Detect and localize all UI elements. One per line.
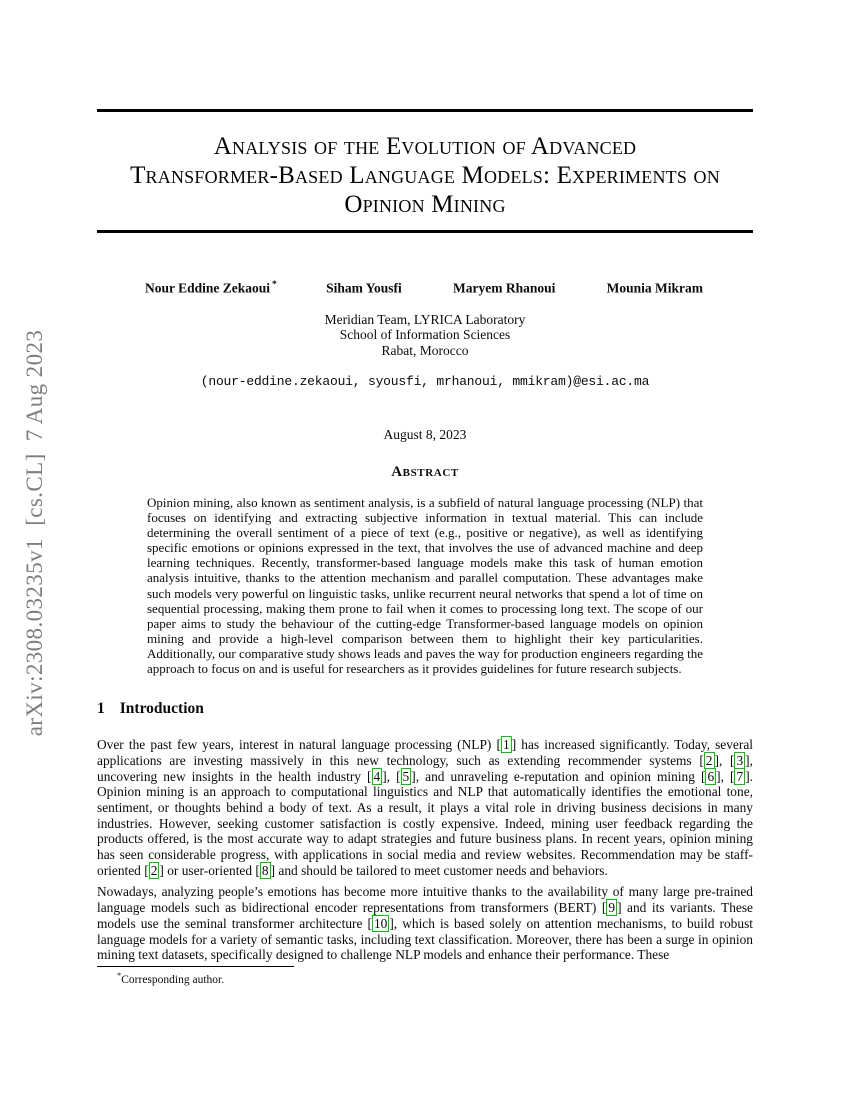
intro-paragraph-1: Over the past few years, interest in natural language processing (NLP) [ 1 ] has increased significantly. Today, several applications are investing massively in this new technology, such as extending recommender systems [ 2 ], [ 3 ], uncovering new insights in the health industry [ 4 ], [ 5 ], and unraveling e-reputation and opinion mining [ 6 ], [ 7 ]. Opinion mining is an approach to computational linguistics and NLP that automatically identifies the emotional tone, sentiment, or thoughts behind a body of text. As a result, it plays a vital role in driving business decisions in many industries. However, seeking customer satisfaction is costly expensive. Indeed, mining user feedback regarding the products offered, is the most accurate way to adapt strategies and future business plans. In recent years, opinion mining has seen considerable progress, with applications in social media and review websites. Recommendation may be staff-oriented [ 2 ] or user-oriented [ 8 ] and should be tailored to meet customer needs and behaviors. <box>97 737 753 878</box>
paper-title <box>97 132 753 219</box>
footnote-text: Corresponding author. <box>121 973 225 986</box>
abstract-text: Opinion mining, also known as sentiment analysis, is a subfield of natural language processing (NLP) that focuses on identifying and extracting subjective information in textual material. This can include determining the overall sentiment of a piece of text (e.g., positive or negative), as well as identifying specific emotions or opinions expressed in the text, that involves the use of advanced machine and deep learning techniques. Recently, transformer-based language models make this task of human emotion analysis intuitive, thanks to the attention mechanism and parallel computation. These advantages make such models very powerful on linguistic tasks, unlike recurrent neural networks that spend a lot of time on sequential processing, making them prone to fail when it comes to processing long text. The scope of our paper aims to study the behaviour of the cutting-edge Transformer-based language models on opinion mining and provide a high-level comparison between them to highlight their key particularities. Additionally, our comparative study shows leads and paves the way for production engineers regarding the approach to focus on and is useful for researchers as it provides guidelines for future research subjects. <box>147 495 703 677</box>
affiliation-city: Rabat, Morocco <box>381 342 469 358</box>
paper-title-line-2: Transformer-Based Language Models: Experiments on <box>130 162 720 189</box>
citation-link[interactable]: 2 <box>150 862 158 878</box>
affiliation-block <box>97 312 753 359</box>
citation-link[interactable]: 1 <box>502 737 510 753</box>
paper-title-line-1: Analysis of the Evolution of Advanced <box>213 133 637 160</box>
citation-link[interactable]: 5 <box>402 768 410 784</box>
email-line: (nour-eddine.zekaoui, syousfi, mrhanoui, mmikram)@esi.ac.ma <box>200 374 650 389</box>
citation-link[interactable]: 10 <box>373 915 388 931</box>
arxiv-watermark: arXiv:2308.03235v1 [cs.CL] 7 Aug 2023 <box>22 329 47 737</box>
title-rule-bottom <box>97 230 753 233</box>
citation-link[interactable]: 8 <box>261 862 269 878</box>
author-name-2-text: Siham Yousfi <box>326 280 402 296</box>
author-name-3-text: Maryem Rhanoui <box>452 280 556 296</box>
footnote-marker: * <box>117 969 122 980</box>
citation-link[interactable]: 3 <box>736 752 744 768</box>
citation-link[interactable]: 2 <box>705 752 713 768</box>
paper-page <box>97 0 753 986</box>
paper-title-line-3: Opinion Mining <box>344 191 506 218</box>
author-name-1 <box>145 280 277 297</box>
corresponding-author-mark: * <box>272 280 277 290</box>
citation-link[interactable]: 4 <box>373 768 381 784</box>
date-line: August 8, 2023 <box>383 427 467 442</box>
citation-link[interactable]: 7 <box>736 768 744 784</box>
abstract-heading: Abstract <box>391 464 459 480</box>
author-name-2 <box>326 280 404 297</box>
affiliation-school: School of Information Sciences <box>339 327 511 342</box>
title-rule-top <box>97 109 753 112</box>
section-heading-introduction <box>97 700 753 718</box>
author-name-4 <box>607 280 705 297</box>
section-title: Introduction <box>119 700 204 718</box>
author-row <box>145 280 705 297</box>
footnote <box>97 970 753 986</box>
section-number: 1 <box>97 700 105 718</box>
author-name-4-text: Mounia Mikram <box>606 280 703 296</box>
author-name-3 <box>453 280 557 297</box>
citation-link[interactable]: 6 <box>707 768 715 784</box>
affiliation-team: Meridian Team, LYRICA Laboratory <box>324 311 526 327</box>
footnote-rule <box>97 966 294 967</box>
intro-paragraph-2: Nowadays, analyzing people’s emotions has become more intuitive thanks to the availability of many large pre-trained language models such as bidirectional encoder representations from transformers (BERT) [ 9 ] and its variants. These models use the seminal transformer architecture [ 10 ], which is based solely on attention mechanisms, to build robust language models for a variety of semantic tasks, including text classification. Moreover, there has been a surge in opinion mining text datasets, specifically designed to challenge NLP models and enhance their performance. These <box>97 884 753 963</box>
author-name-1-text: Nour Eddine Zekaoui <box>145 280 271 296</box>
citation-link[interactable]: 9 <box>608 900 616 916</box>
